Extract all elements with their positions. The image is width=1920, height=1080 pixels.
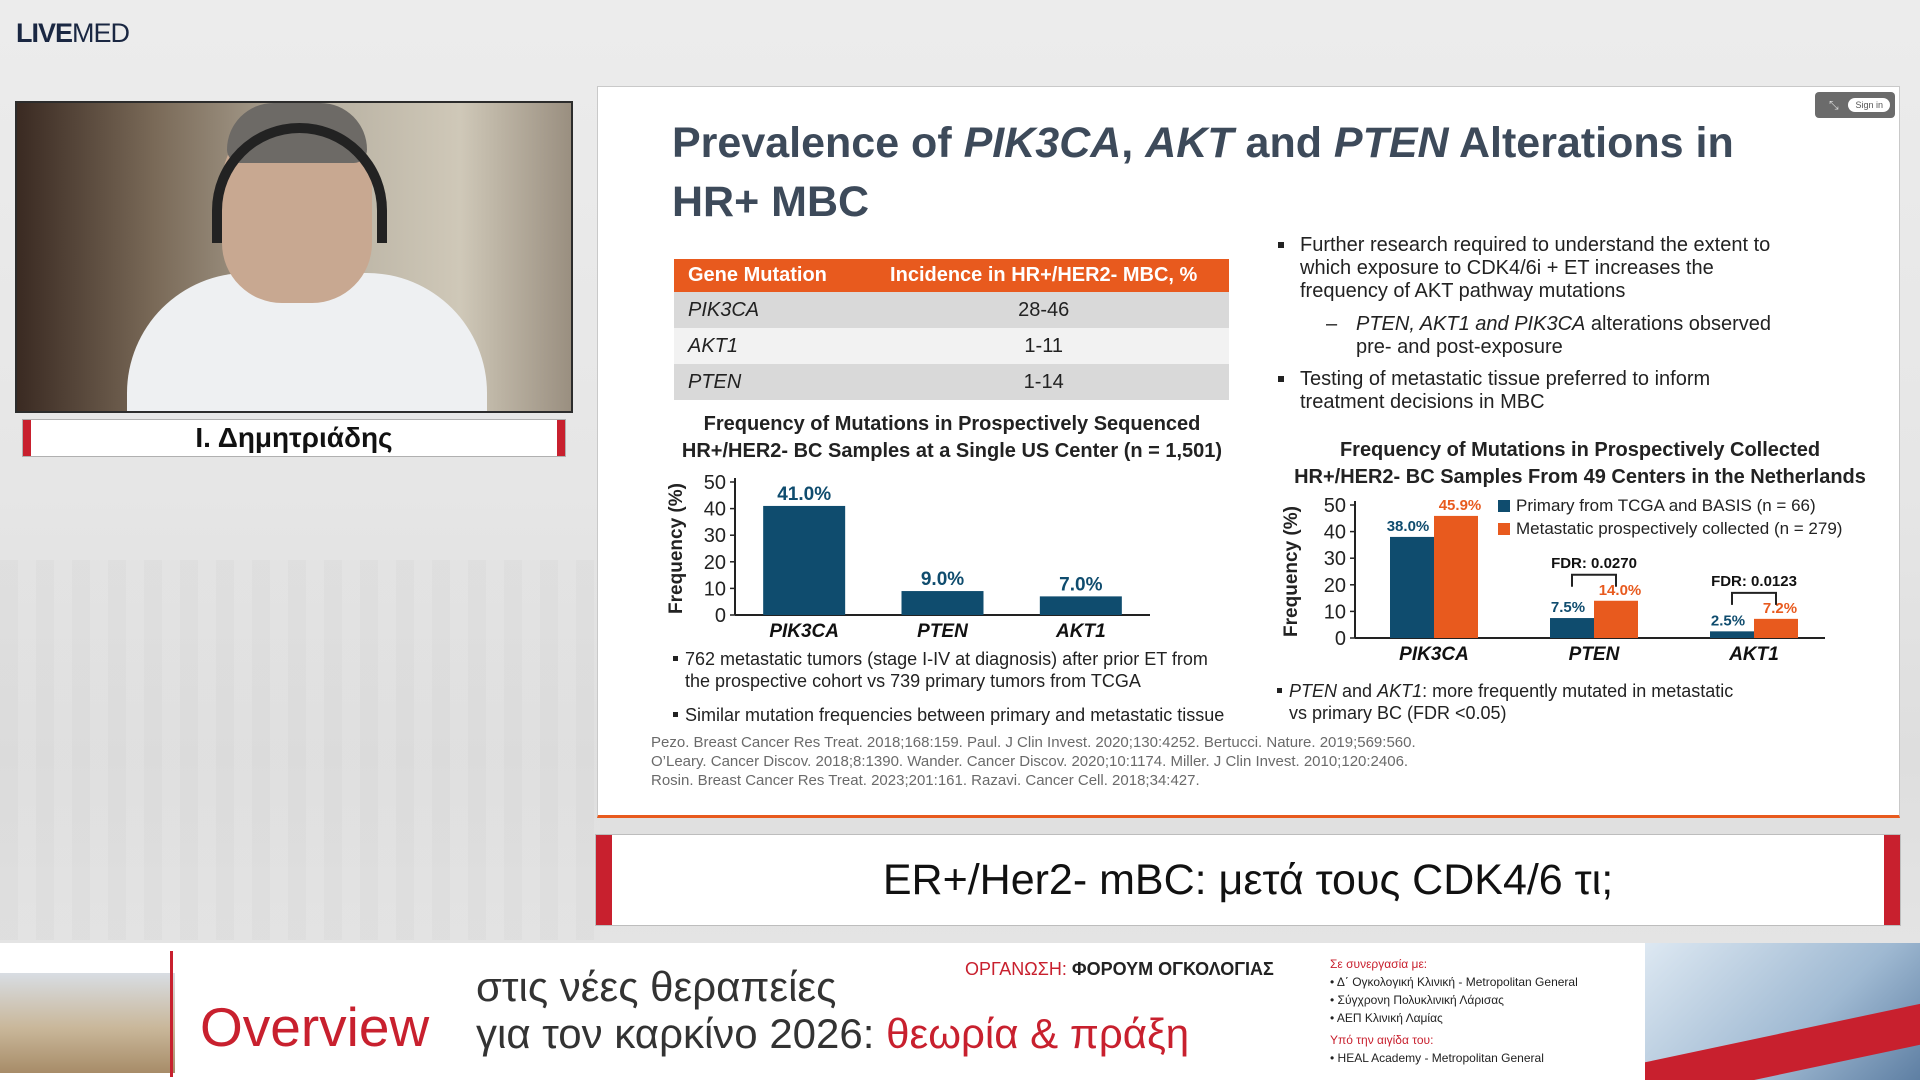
y-tick-label: 40 — [703, 498, 726, 521]
legend-swatch — [1498, 500, 1510, 512]
data-label: 7.5% — [1550, 599, 1586, 617]
table-row — [674, 292, 1229, 328]
bar — [1594, 601, 1638, 638]
table-cell: AKT1 — [674, 328, 858, 364]
right-sub-bullet: – PTEN, AKT1 and PIK3CA alterations observed pre- and post-exposure — [1326, 313, 1772, 358]
table-header-cell: Incidence in HR+/HER2- MBC, % — [858, 259, 1229, 292]
left-bullet-2: Similar mutation frequencies between primary and metastatic tissue — [685, 705, 1225, 725]
right-bullet-2: Testing of metastatic tissue preferred to inform treatment decisions in MBC — [1300, 368, 1711, 413]
speaker-video — [15, 101, 573, 413]
right-chart-title: Frequency of Mutations in Prospectively Collected HR+/HER2- BC Samples From 49 Centers in the Netherlands — [1294, 439, 1866, 488]
bar — [902, 591, 984, 615]
left-bar-chart — [660, 470, 1220, 645]
right-bullet-1: Further research required to understand the extent to which exposure to CDK4/6i + ET increases the frequency of AKT pathway mutations — [1300, 234, 1771, 302]
x-tick-label: PIK3CA — [1399, 644, 1469, 665]
data-label: 7.0% — [1059, 574, 1103, 596]
session-caption: ER+/Her2- mBC: μετά τους CDK4/6 τι; — [596, 835, 1900, 925]
y-tick-label: 30 — [703, 525, 726, 548]
organizer: ΟΡΓΑΝΩΣΗ: ΦΟΡΟΥΜ ΟΓΚΟΛΟΓΙΑΣ — [965, 959, 1274, 979]
x-tick-label: PTEN — [1568, 644, 1620, 665]
y-tick-label: 10 — [703, 578, 726, 601]
gene-mutation-table — [674, 259, 1229, 400]
lab-image — [1645, 943, 1920, 1080]
x-tick-label: PTEN — [917, 621, 968, 642]
fdr-annotation: FDR: 0.0270 — [1551, 554, 1637, 572]
collaborators: Σε συνεργασία με: • Δ΄ Ογκολογική Κλινική - Metropolitan General • Σύγχρονη Πολυκλινική Λάρισας • ΑΕΠ Κλινική Λαμίας Υπό την αιγίδα του: • HEAL Academy - Metropolitan General — [1330, 957, 1578, 1065]
event-banner — [0, 943, 1920, 1080]
table-row — [674, 364, 1229, 400]
acropolis-image — [0, 943, 175, 1080]
speaker-name: Ι. Δημητριάδης — [23, 420, 565, 456]
legend-item-primary: Primary from TCGA and BASIS (n = 66) — [1498, 494, 1842, 517]
table-cell: PIK3CA — [674, 292, 858, 328]
x-tick-label: PIK3CA — [769, 621, 840, 642]
data-label: 2.5% — [1710, 612, 1746, 630]
signin-button[interactable]: Sign in — [1848, 98, 1890, 112]
bar — [1040, 596, 1122, 615]
y-tick-label: 0 — [1334, 628, 1346, 650]
y-tick-label: 10 — [1323, 601, 1346, 624]
x-tick-label: AKT1 — [1056, 621, 1106, 642]
table-cell: PTEN — [674, 364, 858, 400]
data-label: 38.0% — [1386, 517, 1430, 535]
bar — [1434, 516, 1478, 638]
left-bullet-1: 762 metastatic tumors (stage I-IV at diagnosis) after prior ET from the prospective cohort vs 739 primary tumors from TCGA — [685, 649, 1208, 691]
table-cell: 1-14 — [858, 364, 1229, 400]
y-tick-label: 50 — [703, 472, 726, 494]
data-label: 7.2% — [1762, 599, 1798, 617]
y-tick-label: 50 — [1323, 495, 1346, 517]
y-axis-label: Frequency (%) — [1281, 506, 1302, 637]
y-axis-label: Frequency (%) — [666, 483, 687, 614]
x-tick-label: AKT1 — [1729, 644, 1779, 665]
legend-swatch — [1498, 523, 1510, 535]
left-chart-title: Frequency of Mutations in Prospectively Sequenced HR+/HER2- BC Samples at a Single US Center (n = 1,501) — [681, 413, 1223, 462]
table-cell: 28-46 — [858, 292, 1229, 328]
data-label: 14.0% — [1598, 581, 1642, 599]
y-tick-label: 20 — [1323, 574, 1346, 597]
banner-line-1: στις νέες θεραπείες — [476, 963, 837, 1010]
bar — [1390, 537, 1434, 638]
references: Pezo. Breast Cancer Res Treat. 2018;168:159. Paul. J Clin Invest. 2020;130:4252. Bertucci. Nature. 2019;569:560. O’Leary. Cancer Discov. 2018;8:1390. Wander. Cancer Discov. 2020;10:1174. Miller. J Clin Invest. 2010;120:2406. Rosin. Breast Cancer Res Treat. 2023;201:161. Razavi. Cancer Cell. 2018;34:427. — [651, 734, 1416, 789]
livemed-logo: LIVEMED — [16, 18, 130, 48]
legend — [1498, 494, 1842, 540]
right-footnote: PTEN and AKT1: more frequently mutated in metastatic vs primary BC (FDR <0.05) — [1289, 681, 1734, 723]
table-header — [674, 259, 1229, 292]
legend-item-metastatic: Metastatic prospectively collected (n = 279) — [1498, 517, 1842, 540]
fdr-annotation: FDR: 0.0123 — [1711, 572, 1797, 590]
bar — [1754, 619, 1798, 638]
data-label: 9.0% — [920, 569, 965, 591]
bar — [1710, 631, 1754, 638]
viewer-controls[interactable] — [1815, 92, 1895, 118]
y-tick-label: 30 — [1323, 548, 1346, 571]
y-tick-label: 20 — [703, 551, 726, 574]
background-cityscape — [0, 560, 600, 940]
table-cell: 1-11 — [858, 328, 1229, 364]
y-tick-label: 0 — [714, 605, 726, 627]
data-label: 41.0% — [777, 483, 832, 505]
banner-divider — [170, 951, 173, 1077]
banner-overview: Overview — [200, 996, 430, 1058]
data-label: 45.9% — [1438, 496, 1482, 514]
banner-line-2: για τον καρκίνο 2026: θεωρία & πράξη — [476, 1010, 1190, 1057]
slide-title: Prevalence of PIK3CA, AKT and PTEN Alterations in HR+ MBC — [672, 119, 1734, 226]
table-header-cell: Gene Mutation — [674, 259, 858, 292]
y-tick-label: 40 — [1323, 521, 1346, 544]
table-row — [674, 328, 1229, 364]
bar — [1550, 618, 1594, 638]
collapse-arrows-icon[interactable]: ⤡ — [1829, 98, 1839, 112]
bar — [763, 506, 845, 615]
